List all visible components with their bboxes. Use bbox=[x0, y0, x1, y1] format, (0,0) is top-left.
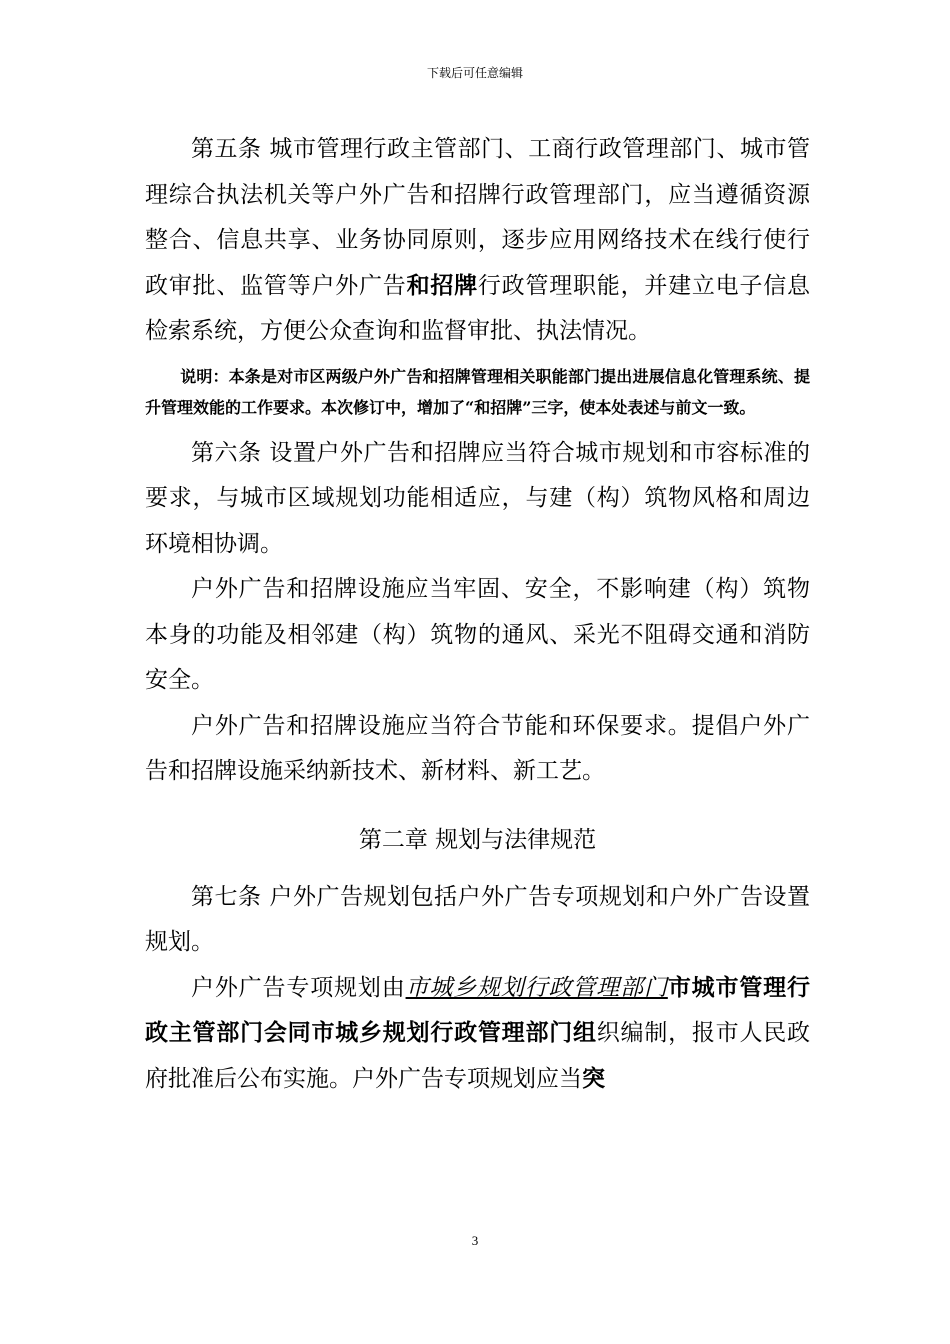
article-7-inserted-text: 市城市管理行政主管部门会同市城乡规划行政管理部门组 bbox=[145, 974, 811, 1046]
article-5-bold-insert: 和招牌 bbox=[406, 272, 478, 299]
article-6-paragraph-2: 户外广告和招牌设施应当牢固、安全，不影响建（构）筑物本身的功能及相邻建（构）筑物的通风、采光不阻碍交通和消防安全。 bbox=[145, 576, 810, 693]
article-7-text-before: 户外广告专项规划由 bbox=[191, 974, 406, 1001]
article-6-paragraph-1: 第六条 设置户外广告和招牌应当符合城市规划和市容标准的要求，与城市区域规划功能相适应，与建（构）筑物风格和周边环境相协调。 bbox=[145, 439, 810, 557]
article-5-text-after: 行政管理职能，并建立电子信息检索系统，方便公众查询和监督审批、执法情况。 bbox=[145, 272, 811, 344]
chapter-title: 第二章 规划与法律规范 bbox=[358, 826, 597, 853]
article-6-paragraph-3: 户外广告和招牌设施应当符合节能和环保要求。提倡户外广告和招牌设施采纳新技术、新材料、新工艺。 bbox=[145, 712, 810, 784]
article-5-text: 第五条 城市管理行政主管部门、工商行政管理部门、城市管理综合执法机关等户外广告和招牌行政管理部门，应当遵循资源整合、信息共享、业务协同原则，逐步应用网络技术在线行使行政审批、监管等户外广告 bbox=[145, 136, 810, 299]
document-body bbox=[145, 127, 810, 1102]
explanation-note: 说明：本条是对市区两级户外广告和招牌管理相关职能部门提出进展信息化管理系统、提升管理效能的工作要求。本次修订中，增加了“和招牌”三字，使本处表述与前文一致。 bbox=[145, 366, 810, 417]
article-5 bbox=[145, 127, 810, 355]
article-7-text-after: 织编制，报市人民政府批准后公布实施。户外广告专项规划应当 bbox=[145, 1020, 811, 1092]
page-header: 下载后可任意编辑 bbox=[426, 66, 523, 80]
article-7-paragraph-2 bbox=[145, 966, 810, 1103]
article-7-inserted-end: 突 bbox=[582, 1065, 605, 1092]
article-7-paragraph-1: 第七条 户外广告规划包括户外广告专项规划和户外广告设置规划。 bbox=[145, 883, 810, 955]
page-number: 3 bbox=[471, 1233, 479, 1248]
article-7-deleted-text: 市城乡规划行政管理部门 bbox=[405, 974, 668, 1001]
